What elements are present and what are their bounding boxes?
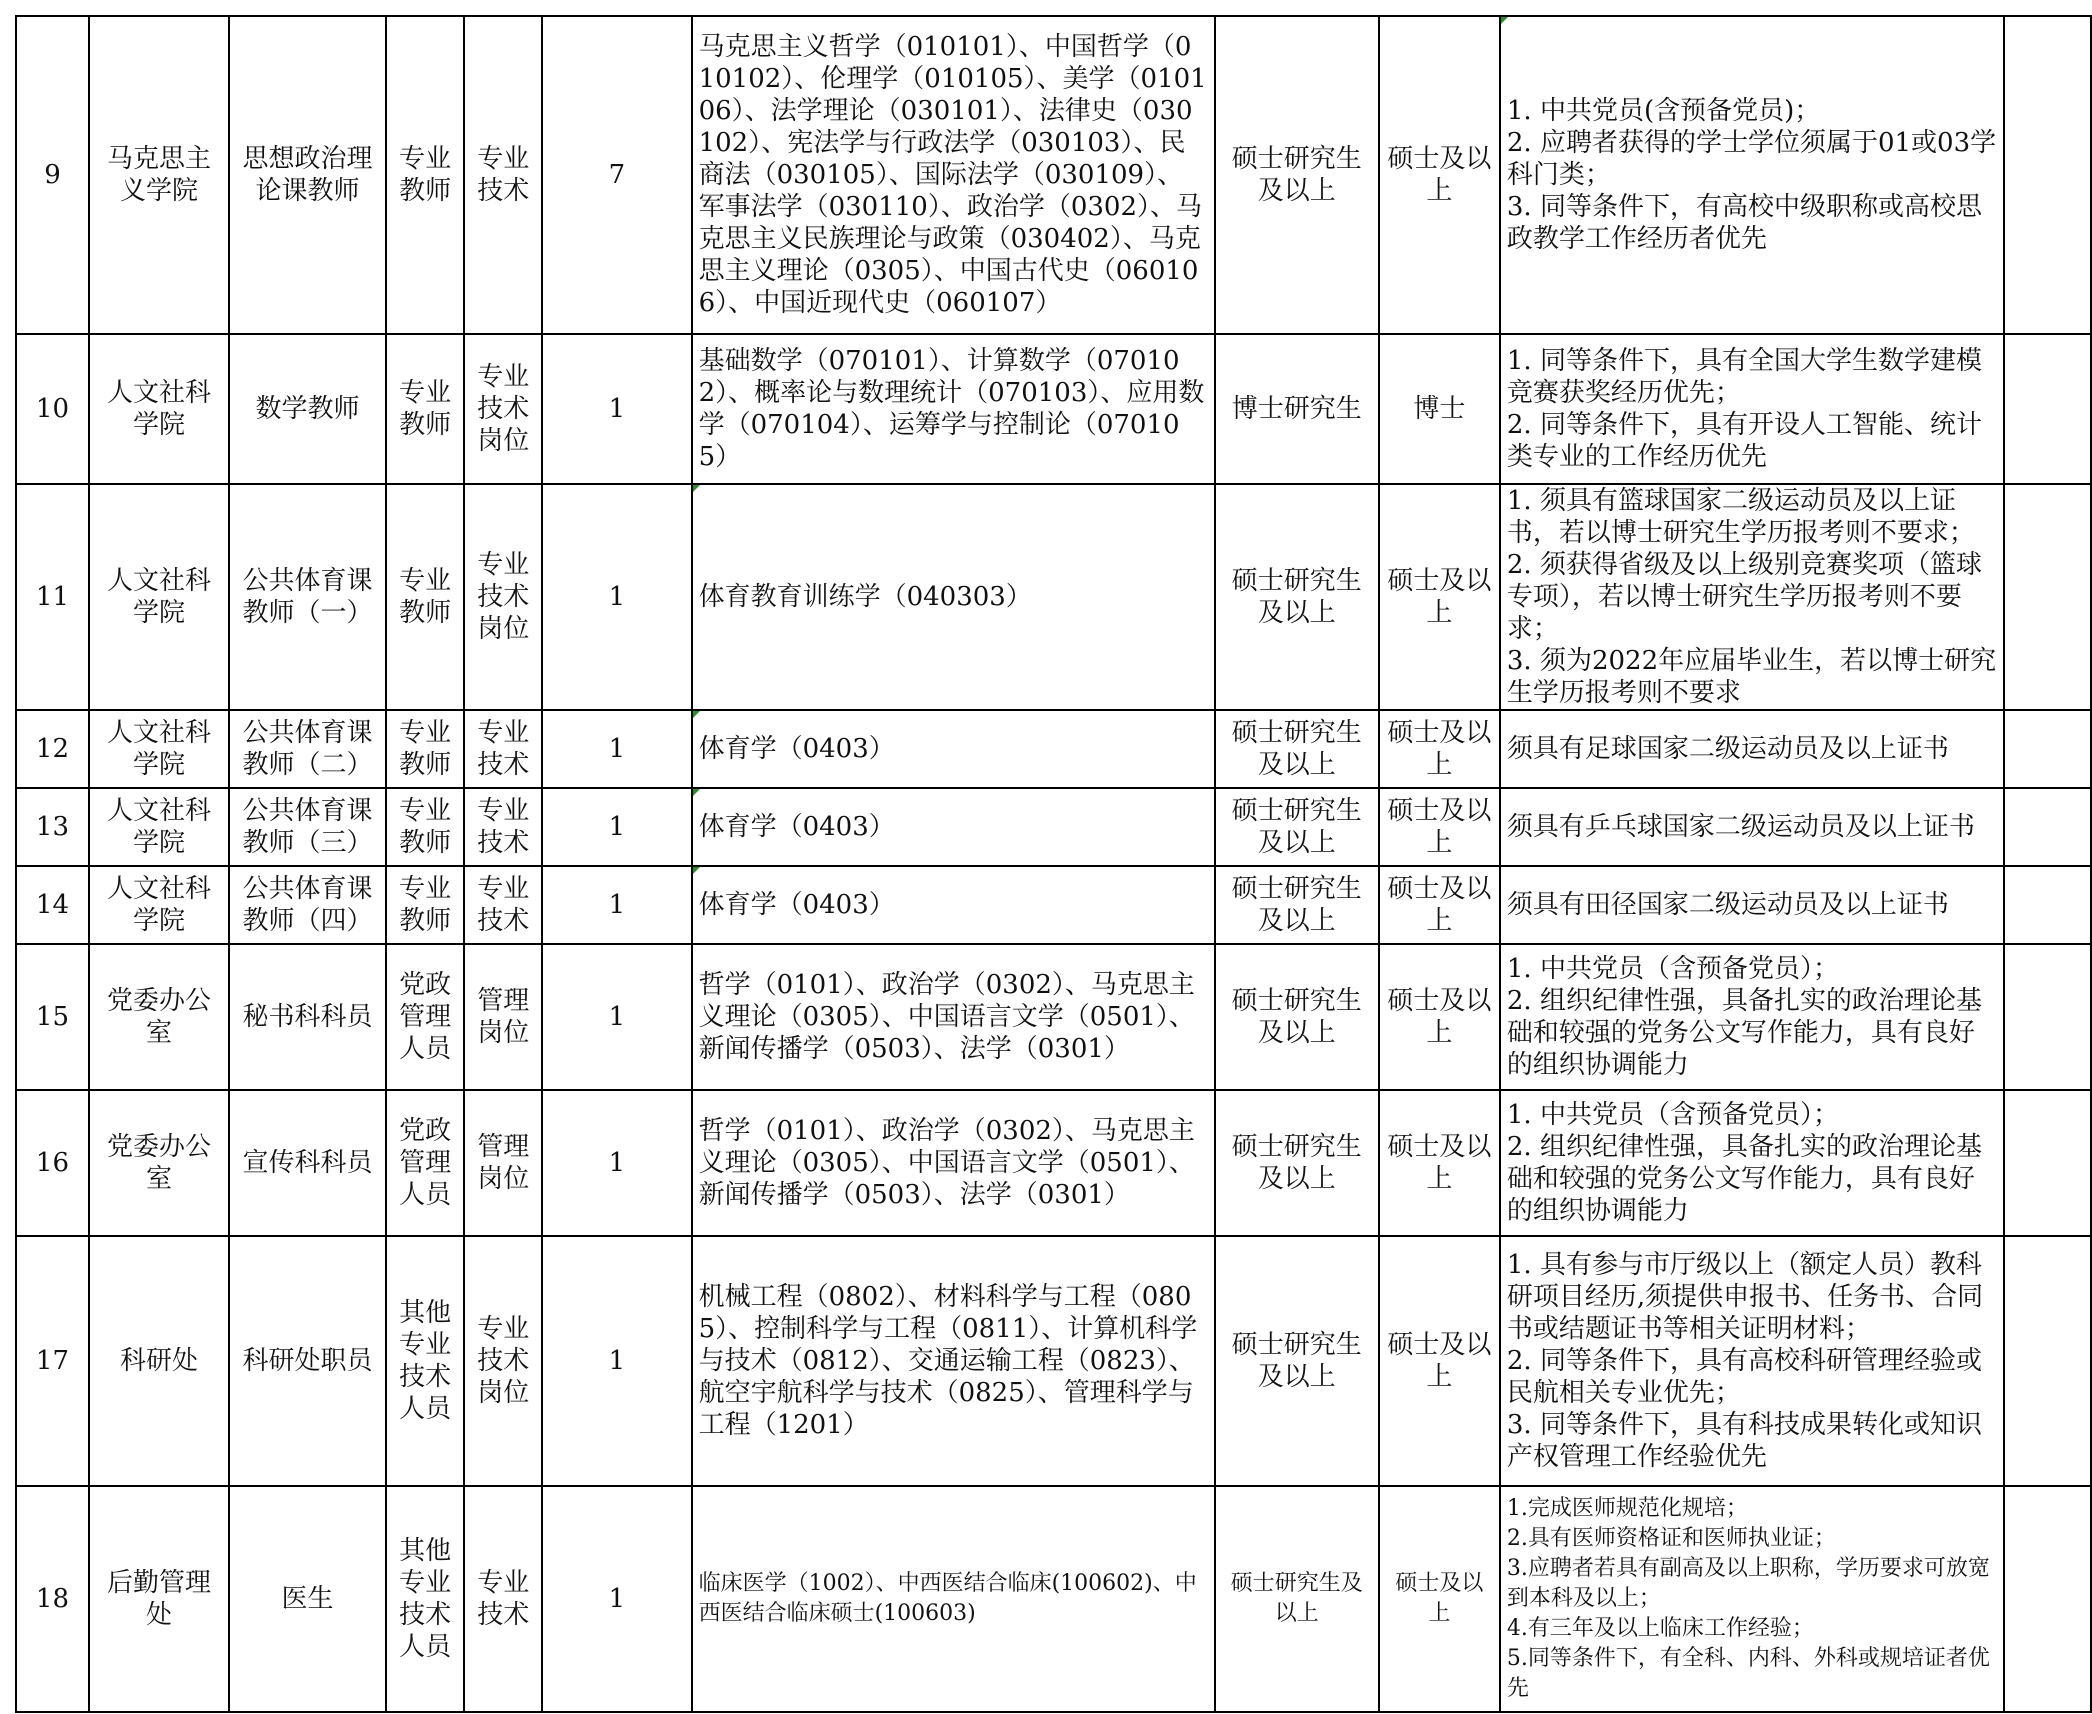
position-cell: 医生 (229, 1486, 386, 1712)
requirement-line: 4.有三年及以上临床工作经验； (1506, 1616, 1814, 1641)
major-cell: 临床医学（1002）、中西医结合临床(100602)、中西医结合临床硕士(100603) (692, 1486, 1215, 1712)
note-cell (2004, 484, 2091, 710)
degree-cell: 硕士及以上 (1379, 1090, 1500, 1236)
education-cell: 博士研究生 (1215, 334, 1379, 484)
row-number: 9 (16, 16, 89, 334)
department-cell: 党委办公室 (89, 1090, 229, 1236)
requirement-line: 3.应聘者若具有副高及以上职称，学历要求可放宽到本科及以上； (1506, 1556, 1990, 1611)
note-cell (2004, 1090, 2091, 1236)
table-row (16, 334, 2091, 484)
table-row (16, 1236, 2091, 1486)
education-cell: 硕士研究生及以上 (1215, 866, 1379, 944)
requirement-line: 2.具有医师资格证和医师执业证； (1506, 1526, 1836, 1551)
position-cell: 公共体育课教师（三） (229, 788, 386, 866)
requirements-cell (1500, 1090, 2005, 1236)
degree-cell: 硕士及以上 (1379, 866, 1500, 944)
requirement-line: 1. 具有参与市厅级以上（额定人员）教科研项目经历,须提供申报书、任务书、合同书或结题证书等相关证明材料； (1506, 1250, 1984, 1344)
table-row (16, 788, 2091, 866)
note-cell (2004, 1486, 2091, 1712)
position-cell: 秘书科科员 (229, 944, 386, 1090)
requirement-line: 1. 中共党员(含预备党员)； (1506, 96, 1821, 126)
requirement-line: 须具有田径国家二级运动员及以上证书 (1506, 890, 1949, 920)
education-cell: 硕士研究生及以上 (1215, 1236, 1379, 1486)
row-number: 18 (16, 1486, 89, 1712)
post-type-cell: 专业技术岗位 (464, 334, 542, 484)
requirements-cell (1500, 944, 2005, 1090)
education-cell: 硕士研究生及以上 (1215, 484, 1379, 710)
row-number: 16 (16, 1090, 89, 1236)
table-row (16, 16, 2091, 334)
position-cell: 公共体育课教师（四） (229, 866, 386, 944)
department-cell: 人文社科学院 (89, 866, 229, 944)
row-number: 11 (16, 484, 89, 710)
degree-cell: 博士 (1379, 334, 1500, 484)
requirement-line: 1. 须具有篮球国家二级运动员及以上证书，若以博士研究生学历报考则不要求； (1506, 486, 1975, 548)
requirement-line: 3. 须为2022年应届毕业生，若以博士研究生学历报考则不要求 (1506, 646, 1997, 708)
post-type-cell: 专业技术岗位 (464, 1236, 542, 1486)
major-cell: 体育学（0403） (692, 866, 1215, 944)
table-row (16, 866, 2091, 944)
table-row (16, 484, 2091, 710)
requirement-line: 须具有乒乓球国家二级运动员及以上证书 (1506, 812, 1975, 842)
requirements-cell (1500, 16, 2005, 334)
major-cell: 基础数学（070101）、计算数学（070102）、概率论与数理统计（070103）、应用数学（070104）、运筹学与控制论（070105） (692, 334, 1215, 484)
note-cell (2004, 788, 2091, 866)
requirement-line: 1.完成医师规范化规培； (1506, 1496, 1748, 1521)
requirement-line: 2. 同等条件下，具有高校科研管理经验或民航相关专业优先； (1506, 1346, 1982, 1408)
comment-marker-icon (693, 789, 700, 796)
note-cell (2004, 866, 2091, 944)
recruitment-table (15, 15, 2092, 1713)
category-cell: 专业教师 (386, 334, 464, 484)
table-row (16, 710, 2091, 788)
degree-cell: 硕士及以上 (1379, 484, 1500, 710)
position-cell: 数学教师 (229, 334, 386, 484)
row-number: 12 (16, 710, 89, 788)
requirements-cell (1500, 866, 2005, 944)
major-cell: 体育学（0403） (692, 710, 1215, 788)
requirement-line: 1. 中共党员（含预备党员）； (1506, 1100, 1839, 1130)
requirements-cell (1500, 484, 2005, 710)
requirements-cell (1500, 1236, 2005, 1486)
category-cell: 专业教师 (386, 16, 464, 334)
headcount-cell: 1 (542, 1090, 691, 1236)
row-number: 10 (16, 334, 89, 484)
education-cell: 硕士研究生及以上 (1215, 1090, 1379, 1236)
department-cell: 马克思主义学院 (89, 16, 229, 334)
education-cell: 硕士研究生及以上 (1215, 710, 1379, 788)
major-cell: 哲学（0101）、政治学（0302）、马克思主义理论（0305）、中国语言文学（0501）、新闻传播学（0503）、法学（0301） (692, 944, 1215, 1090)
table-row (16, 944, 2091, 1090)
requirement-line: 2. 组织纪律性强，具备扎实的政治理论基础和较强的党务公文写作能力，具有良好的组织协调能力 (1506, 986, 1982, 1080)
note-cell (2004, 334, 2091, 484)
category-cell: 专业教师 (386, 866, 464, 944)
major-cell: 马克思主义哲学（010101）、中国哲学（010102）、伦理学（010105）、美学（010106）、法学理论（030101）、法律史（030102）、宪法学与行政法学（030103）、民商法（030105）、国际法学（030109）、军事法学（030110）、政治学（0302）、马克思主义民族理论与政策（030402）、马克思主义理论（0305）、中国古代史（060106）、中国近现代史（060107） (692, 16, 1215, 334)
category-cell: 其他专业技术人员 (386, 1236, 464, 1486)
requirement-line: 2. 同等条件下，具有开设人工智能、统计类专业的工作经历优先 (1506, 410, 1982, 472)
post-type-cell: 专业技术 (464, 710, 542, 788)
major-cell: 体育学（0403） (692, 788, 1215, 866)
category-cell: 党政管理人员 (386, 1090, 464, 1236)
post-type-cell: 管理岗位 (464, 944, 542, 1090)
table-body (16, 16, 2091, 1712)
department-cell: 后勤管理处 (89, 1486, 229, 1712)
degree-cell: 硕士及以上 (1379, 710, 1500, 788)
note-cell (2004, 944, 2091, 1090)
comment-marker-icon (693, 867, 700, 874)
degree-cell: 硕士及以上 (1379, 1236, 1500, 1486)
table-row (16, 1486, 2091, 1712)
requirements-cell (1500, 710, 2005, 788)
post-type-cell: 专业技术 (464, 16, 542, 334)
comment-marker-icon (693, 711, 700, 718)
position-cell: 思想政治理论课教师 (229, 16, 386, 334)
headcount-cell: 1 (542, 710, 691, 788)
headcount-cell: 1 (542, 788, 691, 866)
department-cell: 人文社科学院 (89, 710, 229, 788)
post-type-cell: 专业技术 (464, 788, 542, 866)
category-cell: 专业教师 (386, 484, 464, 710)
headcount-cell: 1 (542, 334, 691, 484)
comment-marker-icon (1501, 17, 1508, 24)
department-cell: 党委办公室 (89, 944, 229, 1090)
post-type-cell: 专业技术岗位 (464, 484, 542, 710)
education-cell: 硕士研究生及以上 (1215, 1486, 1379, 1712)
row-number: 15 (16, 944, 89, 1090)
requirement-line: 2. 须获得省级及以上级别竞赛奖项（篮球专项），若以博士研究生学历报考则不要求； (1506, 550, 1982, 644)
department-cell: 人文社科学院 (89, 334, 229, 484)
major-cell: 哲学（0101）、政治学（0302）、马克思主义理论（0305）、中国语言文学（0501）、新闻传播学（0503）、法学（0301） (692, 1090, 1215, 1236)
requirement-line: 3. 同等条件下，具有科技成果转化或知识产权管理工作经验优先 (1506, 1410, 1982, 1472)
category-cell: 专业教师 (386, 710, 464, 788)
category-cell: 其他专业技术人员 (386, 1486, 464, 1712)
post-type-cell: 专业技术 (464, 1486, 542, 1712)
row-number: 13 (16, 788, 89, 866)
headcount-cell: 7 (542, 16, 691, 334)
note-cell (2004, 1236, 2091, 1486)
row-number: 14 (16, 866, 89, 944)
requirement-line: 1. 中共党员（含预备党员）； (1506, 954, 1839, 984)
degree-cell: 硕士及以上 (1379, 788, 1500, 866)
requirement-line: 5.同等条件下，有全科、内科、外科或规培证者优先 (1506, 1646, 1990, 1701)
education-cell: 硕士研究生及以上 (1215, 944, 1379, 1090)
category-cell: 党政管理人员 (386, 944, 464, 1090)
degree-cell: 硕士及以上 (1379, 1486, 1500, 1712)
requirement-line: 2. 应聘者获得的学士学位须属于01或03学科门类； (1506, 128, 1997, 190)
degree-cell: 硕士及以上 (1379, 944, 1500, 1090)
requirements-cell (1500, 788, 2005, 866)
headcount-cell: 1 (542, 484, 691, 710)
row-number: 17 (16, 1236, 89, 1486)
position-cell: 科研处职员 (229, 1236, 386, 1486)
position-cell: 公共体育课教师（一） (229, 484, 386, 710)
requirement-line: 2. 组织纪律性强，具备扎实的政治理论基础和较强的党务公文写作能力，具有良好的组织协调能力 (1506, 1132, 1982, 1226)
education-cell: 硕士研究生及以上 (1215, 16, 1379, 334)
major-cell: 机械工程（0802）、材料科学与工程（0805）、控制科学与工程（0811）、计算机科学与技术（0812）、交通运输工程（0823）、航空宇航科学与技术（0825）、管理科学与工程（1201） (692, 1236, 1215, 1486)
requirements-cell (1500, 334, 2005, 484)
post-type-cell: 专业技术 (464, 866, 542, 944)
position-cell: 宣传科科员 (229, 1090, 386, 1236)
degree-cell: 硕士及以上 (1379, 16, 1500, 334)
category-cell: 专业教师 (386, 788, 464, 866)
major-cell: 体育教育训练学（040303） (692, 484, 1215, 710)
department-cell: 人文社科学院 (89, 484, 229, 710)
note-cell (2004, 16, 2091, 334)
post-type-cell: 管理岗位 (464, 1090, 542, 1236)
education-cell: 硕士研究生及以上 (1215, 788, 1379, 866)
headcount-cell: 1 (542, 944, 691, 1090)
comment-marker-icon (693, 485, 700, 492)
department-cell: 科研处 (89, 1236, 229, 1486)
requirement-line: 3. 同等条件下，有高校中级职称或高校思政教学工作经历者优先 (1506, 192, 1982, 254)
requirement-line: 须具有足球国家二级运动员及以上证书 (1506, 734, 1949, 764)
position-cell: 公共体育课教师（二） (229, 710, 386, 788)
department-cell: 人文社科学院 (89, 788, 229, 866)
note-cell (2004, 710, 2091, 788)
requirement-line: 1. 同等条件下，具有全国大学生数学建模竞赛获奖经历优先； (1506, 346, 1982, 408)
headcount-cell: 1 (542, 866, 691, 944)
headcount-cell: 1 (542, 1486, 691, 1712)
headcount-cell: 1 (542, 1236, 691, 1486)
table-row (16, 1090, 2091, 1236)
requirements-cell (1500, 1486, 2005, 1712)
